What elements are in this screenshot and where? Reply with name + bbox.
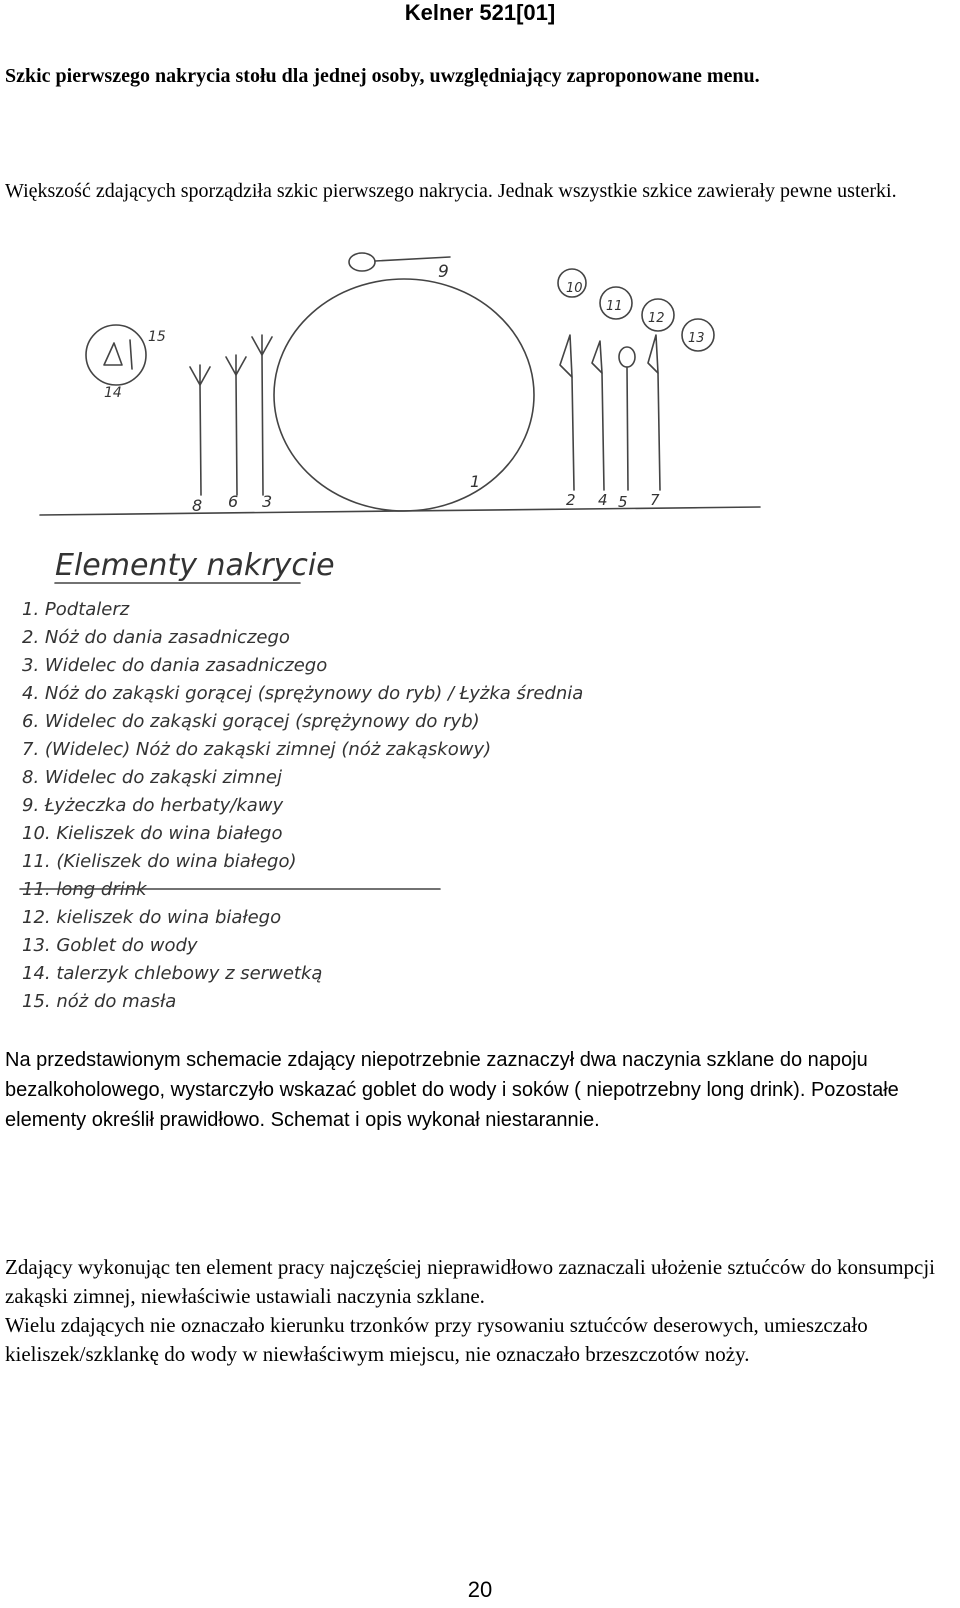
fork-drawing-3: [252, 335, 272, 495]
item-number-4: 4: [598, 491, 608, 509]
legend-item: 3. Widelec do dania zasadniczego: [22, 655, 328, 676]
table-setting-sketch: [0, 245, 960, 1035]
intro-paragraph: Większość zdających sporządziła szkic pierwszego nakrycia. Jednak wszystkie szkice zawierały pewne usterki.: [5, 180, 897, 202]
examiner-comment: Na przedstawionym schemacie zdający niepotrzebnie zaznaczył dwa naczynia szklane do napoju bezalkoholowego, wystarczyło wskazać goblet do wody i soków ( niepotrzebny long drink). Pozostałe elementy określił prawidłowo. Schemat i opis wykonał niestarannie.: [5, 1049, 899, 1131]
knife-drawing-4: [592, 341, 604, 490]
teaspoon-drawing: [349, 253, 450, 271]
item-number-7: 7: [650, 491, 660, 509]
task-heading: Szkic pierwszego nakrycia stołu dla jednej osoby, uwzględniający zaproponowane menu.: [5, 65, 760, 87]
spoon-drawing-5: [619, 347, 635, 490]
summary-paragraph: Zdający wykonując ten element pracy najczęściej nieprawidłowo zaznaczali ułożenie sztućców do konsumpcji zakąski zimnej, niewłaściwie ustawiali naczynia szklane.: [5, 1255, 936, 1308]
item-number-8: 8: [192, 496, 203, 515]
item-number-3: 3: [262, 492, 273, 511]
legend-item: 6. Widelec do zakąski gorącej (sprężynowy do ryb): [22, 711, 480, 732]
item-number-11: 11: [606, 299, 623, 314]
fork-drawing-8: [190, 365, 210, 495]
fork-drawing-6: [226, 355, 246, 495]
charger-plate-drawing: [274, 279, 534, 511]
item-number-12: 12: [648, 311, 665, 326]
item-number-6: 6: [228, 492, 239, 511]
item-number-2: 2: [566, 491, 576, 509]
item-number-15: 15: [148, 329, 166, 345]
legend-item: 13. Goblet do wody: [22, 935, 198, 956]
item-number-9: 9: [438, 262, 449, 282]
legend-item: 12. kieliszek do wina białego: [22, 907, 282, 928]
item-number-14: 14: [104, 385, 122, 401]
item-number-13: 13: [688, 331, 705, 346]
bread-plate-drawing: [86, 325, 146, 385]
legend-item: 4. Nóż do zakąski gorącej (sprężynowy do ryb) / Łyżka średnia: [22, 683, 584, 704]
summary-paragraph: Wielu zdających nie oznaczało kierunku trzonków przy rysowaniu sztućców deserowych, umieszczało kieliszek/szklankę do wody w niewłaściwym miejscu, nie oznaczało brzeszczotów noży.: [5, 1313, 868, 1366]
legend-item: 1. Podtalerz: [22, 599, 130, 620]
knife-drawing-7: [648, 335, 660, 490]
knife-drawing-2: [560, 335, 574, 490]
page-number: 20: [467, 1577, 493, 1602]
legend-title: Elementy nakrycie: [55, 548, 335, 583]
legend-item: 9. Łyżeczka do herbaty/kawy: [22, 795, 284, 816]
summary-section: [5, 1253, 955, 1369]
legend-items: [22, 599, 583, 1012]
item-number-10: 10: [566, 281, 583, 296]
legend-item: 11. (Kieliszek do wina białego): [22, 851, 297, 872]
legend-item: 10. Kieliszek do wina białego: [22, 823, 283, 844]
item-number-5: 5: [618, 493, 628, 511]
legend-item: 8. Widelec do zakąski zimnej: [22, 767, 282, 788]
legend-item: 15. nóż do masła: [22, 991, 177, 1012]
document-title: Kelner 521[01]: [404, 0, 556, 25]
item-number-1: 1: [470, 472, 481, 491]
legend-item: 7. (Widelec) Nóż do zakąski zimnej (nóż zakąskowy): [22, 739, 492, 760]
legend-item: 11. long drink: [22, 879, 147, 900]
legend-item: 14. talerzyk chlebowy z serwetką: [22, 963, 323, 984]
legend-item: 2. Nóż do dania zasadniczego: [22, 627, 290, 648]
